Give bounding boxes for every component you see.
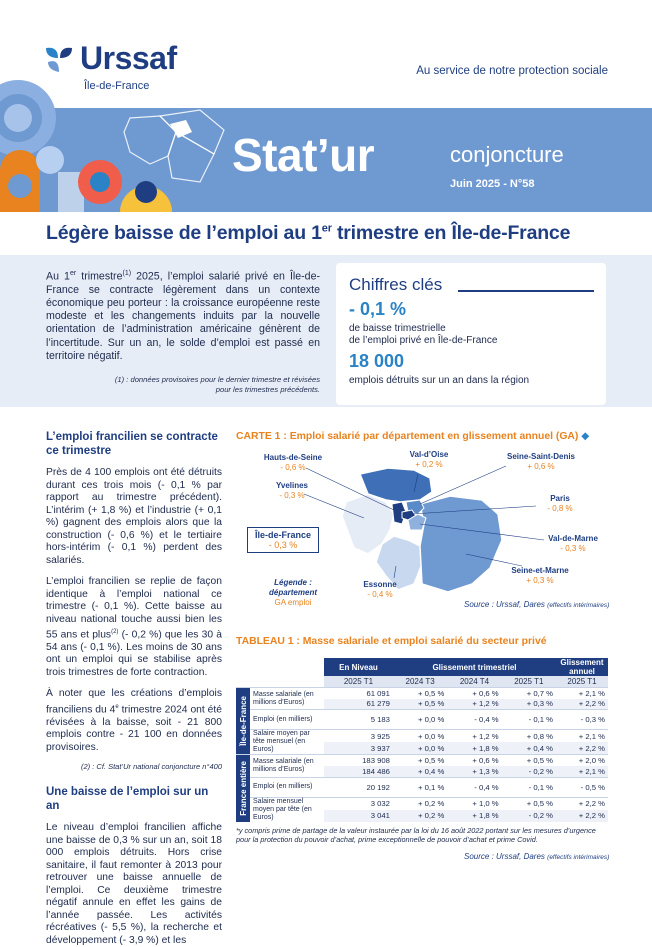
sup: er (69, 270, 77, 277)
banner (0, 108, 652, 212)
text: Île-de-France (238, 696, 248, 746)
cell: 3 925 (324, 730, 393, 743)
row-label: Salaire moyen par tête mensuel (en Euros) (250, 730, 324, 755)
text: trimestre 2024 ont été révisées à la baisse, soit - 21 800 emplois contre - 21 100 en données provisoires. (46, 704, 222, 753)
key-figures-title: Chiffres clés (349, 275, 443, 294)
paragraph (46, 576, 222, 679)
paragraph: Le niveau d’emploi francilien affiche une baisse de 0,3 % sur un an, soit 18 000 emplois détruits. Hors crise sanitaire, il faut remonter à 2013 pour retrouver une baisse annuelle de l’emploi. Ce deuxième trimestre négatif annule en effet les gains de l’année passée. Les activités récréatives (- 5,5 %), la recherche et développement (- 3,9 %) et les (46, 822, 222, 946)
table-source (464, 852, 609, 861)
header-annual: Glissement annuel (556, 658, 608, 676)
brand-region: Île-de-France (84, 80, 150, 92)
text: (- 0,2 %) que les 30 à 54 ans (- 0,1 %). Les moins de 30 ans ont un emploi qui se stabilise après trois trimestres de forte contraction. (46, 629, 222, 678)
cell: + 2,2 % (556, 797, 608, 809)
text: Source : Urssaf, Dares (464, 600, 545, 609)
cell: + 0,5 % (502, 755, 556, 766)
label-val-d-oise (394, 450, 464, 470)
cell: + 0,5 % (393, 755, 447, 766)
intro-section (0, 255, 652, 407)
text: + 0,3 % (526, 576, 554, 585)
text: de l’emploi privé en Île-de-France (349, 335, 498, 346)
text: 2025, l’emploi salarié privé en Île-de-France se contracte légèrement dans un contexte économique peu porteur : la croissance européenne reste modeste et les changements induits par la nouvelle orientation de l’administration américaine génèrent de l’incertitude. Sur un an, le solde d’emploi est passé en territoire négatif. (46, 270, 320, 362)
cell: + 0,0 % (393, 710, 447, 730)
cell: - 0,2 % (502, 810, 556, 822)
text: (effectifs intérimaires) (547, 854, 610, 861)
cell: + 0,2 % (393, 810, 447, 822)
text: - 0,4 % (367, 590, 393, 599)
cell: - 0,1 % (502, 777, 556, 797)
cell: + 0,8 % (502, 730, 556, 743)
text: Paris (550, 494, 570, 503)
key-desc-quarterly (349, 323, 497, 347)
urssaf-logo-icon (44, 44, 74, 74)
cell: + 0,4 % (393, 766, 447, 777)
cell: 184 486 (324, 766, 393, 777)
cell: + 0,0 % (393, 730, 447, 743)
text: Seine-Saint-Denis (506, 452, 575, 461)
text: Seine-et-Marne (511, 566, 569, 575)
brand-name: Urssaf (80, 40, 177, 76)
cell: 20 192 (324, 777, 393, 797)
cell: + 0,7 % (502, 687, 556, 698)
cell: + 1,3 % (447, 766, 501, 777)
key-figures-box (336, 263, 606, 405)
label-hauts-de-seine (250, 453, 336, 473)
text: France entière (238, 761, 248, 817)
cell: - 0,1 % (502, 710, 556, 730)
row-label: Masse salariale (en millions d’Euros) (250, 755, 324, 778)
label-seine-saint-denis (496, 452, 586, 472)
period: 2025 T1 (324, 676, 393, 687)
left-column (46, 430, 222, 947)
urssaf-logo (44, 40, 177, 77)
header-quarterly: Glissement trimestriel (393, 658, 556, 676)
cell: + 2,2 % (556, 699, 608, 710)
key-value-quarterly: - 0,1 % (349, 299, 407, 319)
page-title (46, 222, 570, 245)
issue-number: Juin 2025 - N°58 (450, 178, 535, 190)
table-row (236, 710, 608, 730)
text: Essonne (363, 580, 397, 589)
text: de baisse trimestrielle (349, 323, 446, 334)
sup: (1) (122, 270, 132, 277)
map-title (236, 430, 589, 442)
text: Val-de-Marne (548, 534, 598, 543)
cell: 183 908 (324, 755, 393, 766)
text: - 0,3 % (279, 491, 305, 500)
paragraph: Près de 4 100 emplois ont été détruits durant ces trois mois (- 0,1 % par rapport au trimestre précédent). L’intérim (+ 1,8 %) et l’industrie (+ 0,1 %) gagnent des emplois alors que la construction (- 0,6 %) et le tertiaire hors-intérim (- 0,1 %) perdent des salariés. (46, 467, 222, 566)
group-label-idf (236, 687, 250, 755)
text: - 0,8 % (547, 504, 573, 513)
cell: + 0,1 % (393, 777, 447, 797)
table-footnote: *y compris prime de partage de la valeur instaurée par la loi du 16 août 2022 portant sur les mesures d’urgence pour la protection du pouvoir d’achat, prime exceptionnelle de pouvoir d’achat et prime Covid. (236, 826, 596, 844)
cell: + 0,6 % (447, 755, 501, 766)
title-part: Légère baisse de l’emploi au 1 (46, 222, 322, 244)
map-source (464, 600, 609, 609)
cell: + 2,1 % (556, 687, 608, 698)
cell: + 1,0 % (447, 797, 501, 809)
intro-paragraph (46, 267, 320, 363)
cell: + 1,2 % (447, 730, 501, 743)
key-value-annual: 18 000 (349, 351, 405, 371)
cell: + 0,5 % (393, 699, 447, 710)
cell: + 1,8 % (447, 810, 501, 822)
cell: + 0,4 % (502, 742, 556, 755)
row-label: Salaire mensuel moyen par tête (en Euros) (250, 797, 324, 822)
cell: + 0,0 % (393, 742, 447, 755)
footnote: (2) : Cf. Stat’Ur national conjoncture n°400 (81, 762, 222, 772)
cell: + 2,1 % (556, 766, 608, 777)
cell: + 2,1 % (556, 730, 608, 743)
table-row (236, 777, 608, 797)
diamond-icon: ◆ (581, 431, 590, 442)
period: 2025 T1 (502, 676, 556, 687)
cell: + 2,2 % (556, 742, 608, 755)
table-row (236, 730, 608, 743)
header-level: En Niveau (324, 658, 393, 676)
period: 2025 T1 (556, 676, 608, 687)
section-title: Une baisse de l’emploi sur un an (46, 786, 209, 813)
period: 2024 T4 (447, 676, 501, 687)
text: + 0,6 % (527, 462, 555, 471)
header-blank (236, 676, 324, 687)
text: Source : Urssaf, Dares (464, 852, 545, 861)
cell: + 2,0 % (556, 755, 608, 766)
table-title: TABLEAU 1 : Masse salariale et emploi salarié du secteur privé (236, 636, 547, 647)
text: À noter que les créations d’emplois franciliens du 4 (46, 688, 222, 716)
text: Yvelines (275, 481, 309, 490)
text: Val-d’Oise (409, 450, 449, 459)
divider (458, 290, 594, 292)
text: Hauts-de-Seine (263, 453, 323, 462)
cell: + 0,3 % (502, 699, 556, 710)
table-header-row (236, 658, 608, 676)
group-label-france (236, 755, 250, 822)
label-seine-et-marne (500, 566, 580, 586)
label-paris (530, 494, 590, 514)
header-blank (236, 658, 324, 676)
cell: + 0,5 % (393, 687, 447, 698)
region-value: - 0,3 % (268, 540, 298, 550)
key-desc-annual: emplois détruits sur un an dans la région (349, 375, 530, 386)
title-part: trimestre en Île-de-France (331, 222, 571, 244)
cell: + 0,5 % (502, 797, 556, 809)
cell: 3 937 (324, 742, 393, 755)
cell: - 0,2 % (502, 766, 556, 777)
label-val-de-marne (538, 534, 608, 554)
paragraph (46, 688, 222, 754)
row-label: Masse salariale (en millions d’Euros) (250, 687, 324, 710)
sup: (2) (111, 629, 119, 635)
cell: + 0,6 % (447, 687, 501, 698)
row-label: Emploi (en milliers) (250, 710, 324, 730)
cell: 3 032 (324, 797, 393, 809)
cell: - 0,5 % (556, 777, 608, 797)
cell: 5 183 (324, 710, 393, 730)
cell: 3 041 (324, 810, 393, 822)
text: L’emploi francilien se replie de façon identique à l’emploi national ce trimestre (- 0,1 %). Cette baisse au niveau national touche aussi bien les 55 ans et plus (46, 576, 222, 641)
table-row (236, 797, 608, 809)
cell: + 2,2 % (556, 810, 608, 822)
table-row (236, 755, 608, 766)
cell: - 0,4 % (447, 777, 501, 797)
banner-title: Stat’ur (232, 129, 375, 181)
text: CARTE 1 : Emploi salarié par département en glissement annuel (GA) (236, 431, 579, 442)
map-legend (250, 578, 336, 608)
cell: + 1,8 % (447, 742, 501, 755)
sup: e (115, 703, 119, 710)
region-summary-box (247, 527, 319, 553)
cell: - 0,4 % (447, 710, 501, 730)
cell: - 0,3 % (556, 710, 608, 730)
label-essonne (352, 580, 408, 600)
text: trimestre (76, 270, 123, 283)
text: Au 1 (46, 270, 70, 283)
text: - 0,6 % (280, 463, 306, 472)
salary-employment-table (236, 658, 608, 822)
intro-footnote: (1) : données provisoires pour le dernier trimestre et révisées pour les trimestres précédents. (114, 375, 320, 394)
table-period-row (236, 676, 608, 687)
period: 2024 T3 (393, 676, 447, 687)
text: + 0,2 % (415, 460, 443, 469)
table-row (236, 687, 608, 698)
section-title: L’emploi francilien se contracte ce trimestre (46, 431, 218, 457)
text: (effectifs intérimaires) (547, 602, 610, 609)
region-name: Île-de-France (254, 530, 312, 540)
cell: 61 091 (324, 687, 393, 698)
banner-subtitle: conjoncture (450, 142, 564, 167)
label-yvelines (252, 481, 332, 501)
cell: 61 279 (324, 699, 393, 710)
legend-value: GA emploi (274, 598, 312, 607)
cell: + 1,2 % (447, 699, 501, 710)
row-label: Emploi (en milliers) (250, 777, 324, 797)
title-sup: er (321, 222, 332, 235)
cell: + 0,2 % (393, 797, 447, 809)
legend-label: Légende : département (268, 578, 317, 597)
dept-seine-et-marne (420, 496, 502, 592)
tagline: Au service de notre protection sociale (416, 65, 608, 77)
text: - 0,3 % (560, 544, 586, 553)
